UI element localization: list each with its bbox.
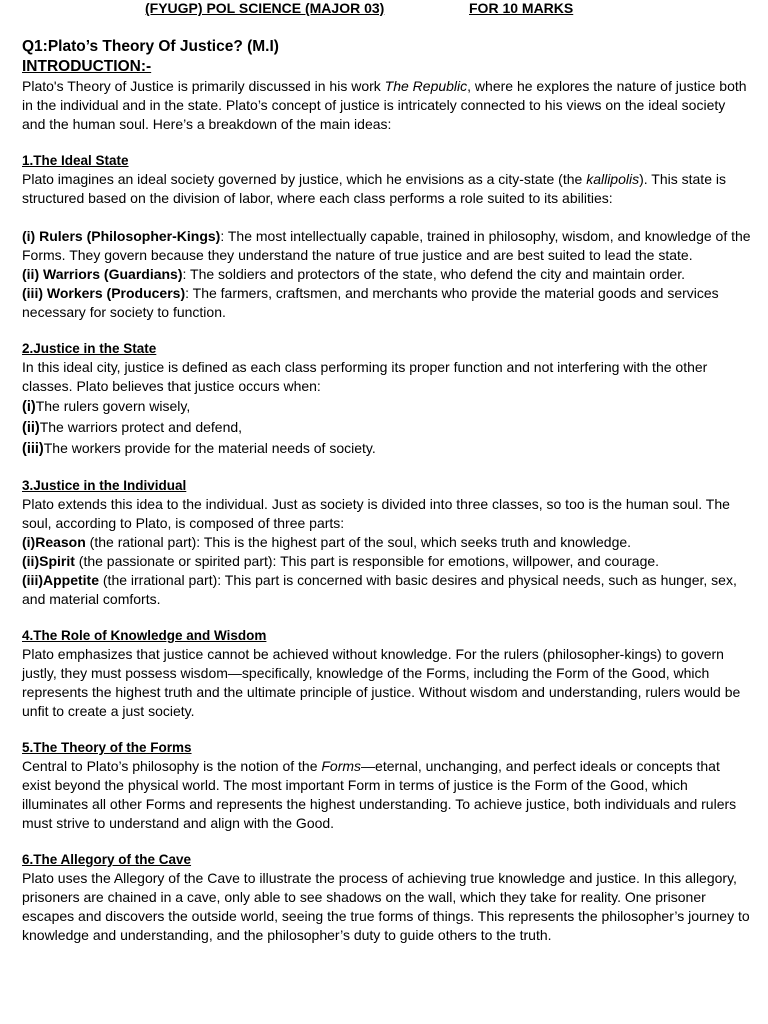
list-item <box>22 438 752 459</box>
list-item <box>22 552 752 571</box>
list-item-text: : The farmers, craftsmen, and merchants who provide the material goods and services necessary for society to function. <box>22 285 719 320</box>
section-paragraph: Plato emphasizes that justice cannot be achieved without knowledge. For the rulers (philosopher-kings) to govern justly, they must possess wisdom—specifically, knowledge of the Forms, including the Form of the Good, which represents the highest truth and the ultimate principle of justice. Without wisdom and understanding, rulers would be unfit to create a just society. <box>22 646 741 719</box>
section-paragraph: Plato uses the Allegory of the Cave to illustrate the process of achieving true knowledge and justice. In this allegory, prisoners are chained in a cave, only able to see shadows on the wall, which they take for reality. One prisoner escapes and discovers the outside world, seeing the true forms of things. This represents the philosopher’s journey to knowledge and understanding, and the philosopher’s duty to guide others to the truth. <box>22 870 750 943</box>
list-item-label: (ii)Spirit <box>22 553 75 569</box>
kallipolis-term: kallipolis <box>586 171 640 187</box>
question-title: Q1:Plato’s Theory Of Justice? (M.I) <box>22 38 279 55</box>
section-heading: 6.The Allegory of the Cave <box>22 852 192 867</box>
section-paragraph: Plato extends this idea to the individual. Just as society is divided into three classes, so too is the human soul. The soul, according to Plato, is composed of three parts: <box>22 496 730 531</box>
list-item-label: (i)Reason <box>22 534 86 550</box>
section-knowledge-wisdom <box>22 627 752 721</box>
section-allegory-cave <box>22 851 752 945</box>
list-item-text: : The soldiers and protectors of the state, who defend the city and maintain order. <box>182 266 685 282</box>
list-item-label: (ii) Warriors (Guardians) <box>22 266 183 282</box>
intro-text-end: , where he explores the nature of justice both in the individual and in the state. Plato’s concept of justice is intricately connected to his views on the ideal society and the human soul. Here’s a breakdown of the main ideas: <box>22 78 747 132</box>
list-item-text: (the irrational part): This part is concerned with basic desires and physical needs, such as hunger, sex, and material comforts. <box>22 572 737 607</box>
list-item <box>22 571 752 609</box>
paragraph-text-start: Central to Plato’s philosophy is the notion of the <box>22 758 322 774</box>
section-justice-in-individual <box>22 477 752 609</box>
paragraph-text-end: ). This state is structured based on the division of labor, where each class performs a role suited to its abilities: <box>22 171 726 206</box>
section-heading: 3.Justice in the Individual <box>22 478 187 493</box>
document-body <box>22 37 752 945</box>
marks-header: FOR 10 MARKS <box>469 0 574 16</box>
intro-book-title: The Republic <box>384 78 468 94</box>
section-paragraph: In this ideal city, justice is defined as each class performing its proper function and not interfering with the other classes. Plato believes that justice occurs when: <box>22 359 708 394</box>
list-item <box>22 265 752 284</box>
list-item-text: The warriors protect and defend, <box>39 419 243 435</box>
list-item-label: (iii) <box>22 441 44 457</box>
list-item-label: (i) Rulers (Philosopher-Kings) <box>22 228 221 244</box>
list-item-text: (the rational part): This is the highest part of the soul, which seeks truth and knowledge. <box>85 534 632 550</box>
introduction-paragraph <box>22 77 752 134</box>
section-theory-of-forms <box>22 739 752 833</box>
section-heading: 2.Justice in the State <box>22 341 157 356</box>
list-item-label: (i) <box>22 399 36 415</box>
list-item-text: The workers provide for the material needs of society. <box>43 440 376 456</box>
list-item <box>22 227 752 265</box>
list-item <box>22 284 752 322</box>
course-header: (FYUGP) POL SCIENCE (MAJOR 03) <box>145 0 385 16</box>
list-item <box>22 533 752 552</box>
list-item <box>22 417 752 438</box>
section-justice-in-state <box>22 340 752 459</box>
list-item-label: (ii) <box>22 420 40 436</box>
list-item-label: (iii) Workers (Producers) <box>22 285 186 301</box>
introduction-heading: INTRODUCTION:- <box>22 58 152 75</box>
paragraph-text-end: —eternal, unchanging, and perfect ideals or concepts that exist beyond the physical world. The most important Form in terms of justice is the Form of the Good, which illuminates all other Forms and represents the highest understanding. To achieve justice, both individuals and rulers must strive to understand and align with the Good. <box>22 758 737 831</box>
section-heading: 5.The Theory of the Forms <box>22 740 192 755</box>
forms-term: Forms <box>321 758 362 774</box>
list-item-label: (iii)Appetite <box>22 572 99 588</box>
section-heading: 1.The Ideal State <box>22 153 129 168</box>
class-list <box>22 227 752 322</box>
section-paragraph <box>22 757 752 833</box>
section-heading: 4.The Role of Knowledge and Wisdom <box>22 628 267 643</box>
paragraph-text-start: Plato imagines an ideal society governed by justice, which he envisions as a city-state (the <box>22 171 587 187</box>
list-item <box>22 396 752 417</box>
list-item-text: : The most intellectually capable, trained in philosophy, wisdom, and knowledge of the Forms. They govern because they understand the nature of true justice and are best suited to lead the state. <box>22 228 751 263</box>
section-ideal-state <box>22 152 752 322</box>
list-item-text: The rulers govern wisely, <box>35 398 191 414</box>
list-item-text: (the passionate or spirited part): This part is responsible for emotions, willpower, and courage. <box>74 553 660 569</box>
section-paragraph <box>22 170 752 208</box>
intro-text-start: Plato's Theory of Justice is primarily discussed in his work <box>22 78 385 94</box>
